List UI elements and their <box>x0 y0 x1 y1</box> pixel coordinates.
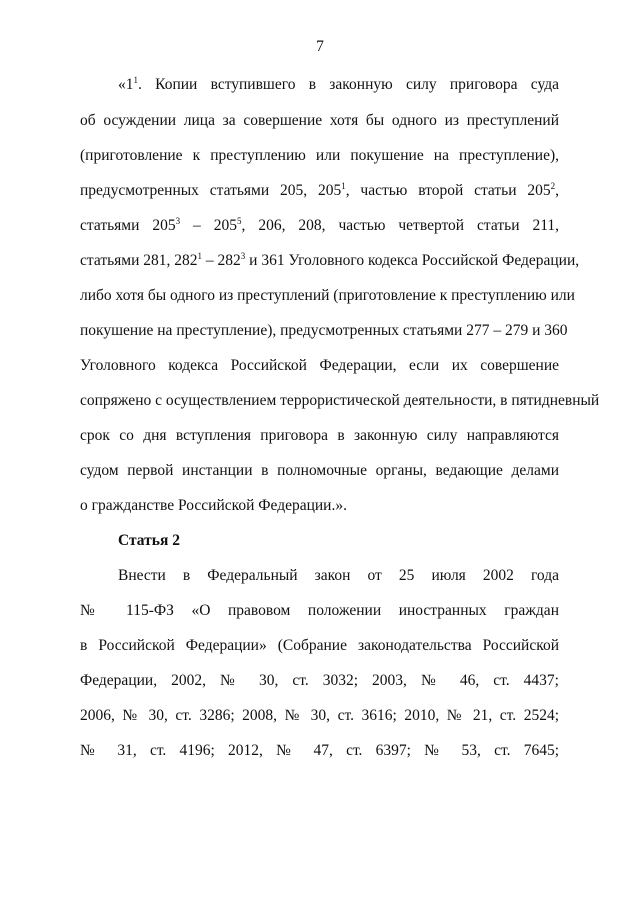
text: статьями 205 <box>80 217 176 234</box>
article-heading: Статья 2 <box>118 532 180 549</box>
quote-line-1 <box>118 76 559 94</box>
quote-line-4 <box>80 182 559 200</box>
superscript: 5 <box>237 216 242 226</box>
superscript: 2 <box>550 181 556 191</box>
article-line-6: № 31, ст. 4196; 2012, № 47, ст. 6397; № 53, ст. 7645; <box>80 742 559 759</box>
superscript: 1 <box>341 181 346 191</box>
text: , 206, 208, частью четвертой статьи 211, <box>241 217 560 234</box>
text: , частью второй статьи 205 <box>345 182 551 199</box>
quote-line-6 <box>80 251 580 270</box>
quote-line-10: сопряжено с осуществлением террористической деятельности, в пятидневный <box>80 392 600 409</box>
superscript: 1 <box>133 75 138 85</box>
quote-line-8: покушение на преступление), предусмотренных статьями 277 – 279 и 360 <box>80 322 568 339</box>
superscript: 3 <box>175 216 181 226</box>
superscript: 1 <box>197 251 203 261</box>
article-line-3: в Российской Федерации» (Собрание законодательства Российской <box>80 637 559 654</box>
text: , <box>555 182 559 199</box>
text: и 361 Уголовного кодекса Российской Федерации, <box>245 252 580 269</box>
quote-line-13: о гражданстве Российской Федерации.». <box>80 497 347 514</box>
text: предусмотренных статьями 205, 205 <box>80 182 342 199</box>
quote-line-9: Уголовного кодекса Российской Федерации, если их совершение <box>80 357 559 374</box>
quote-line-12: судом первой инстанции в полномочные органы, ведающие делами <box>80 462 559 479</box>
article-line-4: Федерации, 2002, № 30, ст. 3032; 2003, № 46, ст. 4437; <box>80 672 559 689</box>
article-line-1: Внести в Федеральный закон от 25 июля 2002 года <box>118 567 559 584</box>
superscript: 3 <box>240 251 246 261</box>
quote-line-11: срок со дня вступления приговора в законную силу направляются <box>80 427 559 444</box>
article-line-5: 2006, № 30, ст. 3286; 2008, № 30, ст. 3616; 2010, № 21, ст. 2524; <box>80 707 559 724</box>
quote-line-5 <box>80 217 559 235</box>
quote-line-2: об осуждении лица за совершение хотя бы одного из преступлений <box>80 112 559 129</box>
text: – 282 <box>202 252 241 269</box>
text: «1 <box>118 76 134 93</box>
article-line-2: № 115-ФЗ «О правовом положении иностранных граждан <box>80 602 559 619</box>
page-number: 7 <box>316 38 324 55</box>
quote-line-7: либо хотя бы одного из преступлений (приготовление к преступлению или <box>80 287 575 304</box>
text: статьями 281, 282 <box>80 252 198 269</box>
text: . Копии вступившего в законную силу приговора суда <box>138 76 559 93</box>
quote-line-3: (приготовление к преступлению или покушение на преступление), <box>80 147 559 164</box>
text: – 205 <box>180 217 237 234</box>
